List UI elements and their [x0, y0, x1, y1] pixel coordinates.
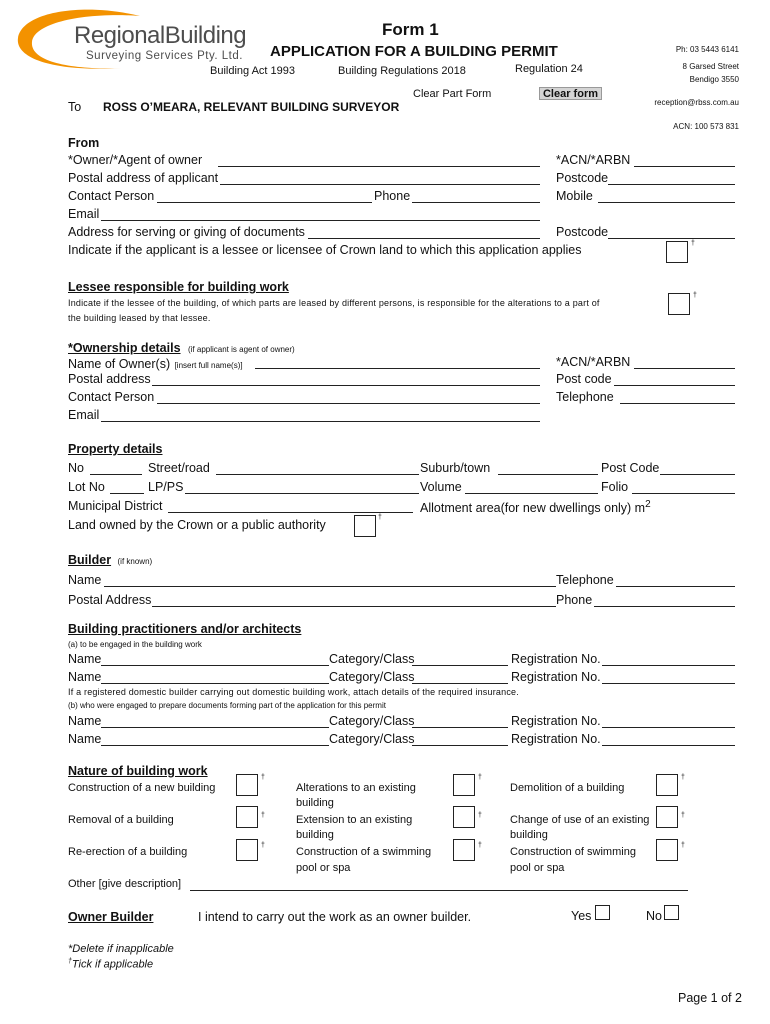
nature-new-building-label: Construction of a new building — [68, 782, 216, 794]
lp-field[interactable] — [185, 493, 419, 494]
builder-phone-field[interactable] — [594, 606, 735, 607]
nature-extension-label: Extension to an existing — [296, 814, 413, 826]
acn-number: ACN: 100 573 831 — [673, 122, 739, 131]
email-address: reception@rbss.com.au — [654, 98, 739, 107]
serving-address-label: Address for serving or giving of documents — [68, 225, 305, 239]
logo-text: RegionalBuilding — [74, 22, 247, 49]
tick-dagger: † — [378, 514, 382, 521]
lessee-checkbox[interactable] — [668, 293, 690, 315]
property-postcode-label: Post Code — [601, 461, 660, 475]
nature-change-use-label-2: building — [510, 829, 548, 841]
tick-dagger: † — [681, 842, 685, 849]
logo-subtitle: Surveying Services Pty. Ltd. — [86, 50, 243, 62]
tick-note: †Tick if applicable — [68, 958, 154, 971]
no-label: No — [68, 461, 84, 475]
owner-agent-label: *Owner/*Agent of owner — [68, 153, 203, 167]
practitioner-name-field[interactable] — [101, 683, 329, 684]
street-field[interactable] — [216, 474, 419, 475]
suburb-label: Suburb/town — [420, 461, 491, 475]
municipal-field[interactable] — [168, 512, 413, 513]
allotment-label: Allotment area(for new dwellings only) $m^2$ — [420, 499, 651, 516]
designer-name-label: Name — [68, 732, 102, 746]
lot-field[interactable] — [110, 493, 144, 494]
clear-part-form-button[interactable]: Clear Part Form — [413, 88, 492, 100]
nature-swimming-label-2: pool or spa — [510, 862, 565, 874]
from-heading: From — [68, 136, 100, 150]
ownership-acn-label: *ACN/*ARBN — [556, 355, 631, 369]
street-label: Street/road — [148, 461, 210, 475]
builder-phone-label: Phone — [556, 593, 593, 607]
act-label: Building Act 1993 — [210, 65, 296, 77]
owner-builder-no-checkbox[interactable] — [664, 905, 679, 920]
builder-postal-field[interactable] — [152, 606, 556, 607]
nature-pool-label-2: pool or spa — [296, 862, 351, 874]
address-line1: 8 Garsed Street — [682, 62, 739, 71]
practitioner-category-field[interactable] — [412, 665, 508, 666]
lessee-text-2: the building leased by that lessee. — [68, 313, 211, 323]
to-value: ROSS O’MEARA, RELEVANT BUILDING SURVEYOR — [103, 100, 400, 114]
practitioners-b-note: (b) who were engaged to prepare documents forming part of the application for this permit — [68, 701, 386, 710]
practitioner-name-label: Name — [68, 670, 102, 684]
property-heading: Property details — [68, 442, 163, 456]
designer-name-field[interactable] — [101, 745, 329, 746]
nature-extension-checkbox[interactable] — [453, 806, 475, 828]
tick-dagger: † — [478, 774, 482, 781]
nature-swimming-label: Construction of swimming — [510, 846, 636, 858]
owner-postal-label: Postal address — [68, 372, 151, 386]
builder-name-field[interactable] — [104, 586, 556, 587]
builder-telephone-label: Telephone — [556, 573, 614, 587]
owner-postal-field[interactable] — [152, 385, 540, 386]
nature-extension-label-2: building — [296, 829, 334, 841]
practitioner-registration-label: Registration No. — [511, 670, 601, 684]
tick-dagger: † — [261, 812, 265, 819]
nature-reerection-label: Re-erection of a building — [68, 846, 188, 858]
practitioners-a-note: (a) to be engaged in the building work — [68, 640, 202, 649]
crown-land-checkbox[interactable] — [666, 241, 688, 263]
owner-builder-no-label: No — [646, 909, 662, 923]
from-acn-field[interactable] — [634, 166, 735, 167]
nature-alterations-label-2: building — [296, 797, 334, 809]
builder-telephone-field[interactable] — [616, 586, 735, 587]
practitioner-name-field[interactable] — [101, 665, 329, 666]
practitioner-category-label: Category/Class — [329, 670, 415, 684]
volume-label: Volume — [420, 480, 462, 494]
tick-dagger: † — [693, 292, 697, 299]
practitioner-registration-label: Registration No. — [511, 652, 601, 666]
ownership-heading: *Ownership details (if applicant is agent of owner) — [68, 341, 295, 355]
practitioner-registration-field[interactable] — [602, 683, 735, 684]
suburb-field[interactable] — [498, 474, 598, 475]
clear-form-button[interactable]: Clear form — [539, 87, 602, 100]
practitioners-heading: Building practitioners and/or architects — [68, 622, 302, 636]
designer-registration-label: Registration No. — [511, 714, 601, 728]
owner-postcode-field[interactable] — [614, 385, 735, 386]
owner-contact-field[interactable] — [157, 403, 540, 404]
nature-change-use-checkbox[interactable] — [656, 806, 678, 828]
delete-note: *Delete if inapplicable — [68, 943, 174, 955]
nature-pool-label: Construction of a swimming — [296, 846, 432, 858]
form-subtitle: APPLICATION FOR A BUILDING PERMIT — [270, 43, 558, 60]
regulations-label: Building Regulations 2018 — [338, 65, 466, 77]
from-phone-label: Phone — [374, 189, 411, 203]
designer-name-label: Name — [68, 714, 102, 728]
nature-heading: Nature of building work — [68, 764, 208, 778]
owner-postcode-label: Post code — [556, 372, 612, 386]
to-label: To — [68, 100, 82, 114]
from-phone-field[interactable] — [412, 202, 540, 203]
folio-field[interactable] — [632, 493, 735, 494]
folio-label: Folio — [601, 480, 629, 494]
designer-registration-field[interactable] — [602, 745, 735, 746]
nature-alterations-label: Alterations to an existing — [296, 782, 416, 794]
owner-builder-heading: Owner Builder — [68, 910, 154, 924]
tick-dagger: † — [478, 812, 482, 819]
nature-change-use-label: Change of use of an existing — [510, 814, 650, 826]
designer-registration-field[interactable] — [602, 727, 735, 728]
from-postcode-field[interactable] — [608, 184, 735, 185]
serving-address-field[interactable] — [308, 238, 540, 239]
contact-person-field[interactable] — [157, 202, 372, 203]
owner-builder-yes-label: Yes — [571, 909, 592, 923]
nature-new-building-checkbox[interactable] — [236, 774, 258, 796]
crown-authority-checkbox[interactable] — [354, 515, 376, 537]
owner-builder-text: I intend to carry out the work as an owner builder. — [198, 910, 472, 924]
lessee-text-1: Indicate if the lessee of the building, of which parts are leased by different persons, is responsible for the alterations to a part of — [68, 298, 600, 308]
address-line2: Bendigo 3550 — [689, 75, 739, 84]
serving-postcode-label: Postcode — [556, 225, 609, 239]
nature-removal-label: Removal of a building — [68, 814, 174, 826]
nature-alterations-checkbox[interactable] — [453, 774, 475, 796]
builder-heading: Builder (if known) — [68, 553, 153, 567]
designer-registration-label: Registration No. — [511, 732, 601, 746]
from-acn-label: *ACN/*ARBN — [556, 153, 631, 167]
owner-contact-label: Contact Person — [68, 390, 155, 404]
designer-name-field[interactable] — [101, 727, 329, 728]
tick-dagger: † — [681, 812, 685, 819]
page-number: Page 1 of 2 — [678, 991, 742, 1005]
designer-category-field[interactable] — [412, 727, 508, 728]
from-email-field[interactable] — [101, 220, 540, 221]
owner-email-field[interactable] — [101, 421, 540, 422]
tick-dagger: † — [261, 842, 265, 849]
nature-other-label: Other [give description] — [68, 878, 182, 890]
designer-category-field[interactable] — [412, 745, 508, 746]
nature-swimming-checkbox[interactable] — [656, 839, 678, 861]
tick-dagger: † — [261, 774, 265, 781]
mobile-field[interactable] — [598, 202, 735, 203]
nature-other-field[interactable] — [190, 890, 688, 891]
owner-telephone-label: Telephone — [556, 390, 614, 404]
contact-person-label: Contact Person — [68, 189, 155, 203]
owner-agent-field[interactable] — [218, 166, 540, 167]
serving-postcode-field[interactable] — [608, 238, 735, 239]
volume-field[interactable] — [465, 493, 598, 494]
owner-name-label: Name of Owner(s) [insert full name(s)] — [68, 357, 243, 371]
owner-email-label: Email — [68, 408, 100, 422]
practitioner-registration-field[interactable] — [602, 665, 735, 666]
nature-demolition-label: Demolition of a building — [510, 782, 625, 794]
nature-pool-checkbox[interactable] — [453, 839, 475, 861]
regulation-number: Regulation 24 — [515, 63, 583, 75]
practitioner-name-label: Name — [68, 652, 102, 666]
tick-dagger: † — [681, 774, 685, 781]
phone-number: Ph: 03 5443 6141 — [675, 45, 739, 54]
lot-label: Lot No — [68, 480, 105, 494]
tick-dagger: † — [478, 842, 482, 849]
crown-land-label: Indicate if the applicant is a lessee or licensee of Crown land to which this application applies — [68, 243, 582, 257]
mobile-label: Mobile — [556, 189, 593, 203]
designer-category-label: Category/Class — [329, 714, 415, 728]
postal-address-label: Postal address of applicant — [68, 171, 219, 185]
designer-category-label: Category/Class — [329, 732, 415, 746]
owner-telephone-field[interactable] — [620, 403, 735, 404]
owner-name-field[interactable] — [255, 368, 540, 369]
form-title: Form 1 — [382, 20, 439, 39]
no-field[interactable] — [90, 474, 142, 475]
from-postcode-label: Postcode — [556, 171, 609, 185]
insurance-note: If a registered domestic builder carrying out domestic building work, attach details of the required insurance. — [68, 687, 519, 697]
owner-builder-yes-checkbox[interactable] — [595, 905, 610, 920]
builder-name-label: Name — [68, 573, 102, 587]
postal-address-field[interactable] — [220, 184, 540, 185]
crown-authority-label: Land owned by the Crown or a public authority — [68, 518, 326, 532]
nature-demolition-checkbox[interactable] — [656, 774, 678, 796]
lp-label: LP/PS — [148, 480, 184, 494]
practitioner-category-label: Category/Class — [329, 652, 415, 666]
ownership-acn-field[interactable] — [634, 368, 735, 369]
practitioner-category-field[interactable] — [412, 683, 508, 684]
nature-reerection-checkbox[interactable] — [236, 839, 258, 861]
builder-postal-label: Postal Address — [68, 593, 152, 607]
from-email-label: Email — [68, 207, 100, 221]
municipal-label: Municipal District — [68, 499, 163, 513]
nature-removal-checkbox[interactable] — [236, 806, 258, 828]
tick-dagger: † — [691, 240, 695, 247]
property-postcode-field[interactable] — [660, 474, 735, 475]
lessee-heading: Lessee responsible for building work — [68, 280, 289, 294]
